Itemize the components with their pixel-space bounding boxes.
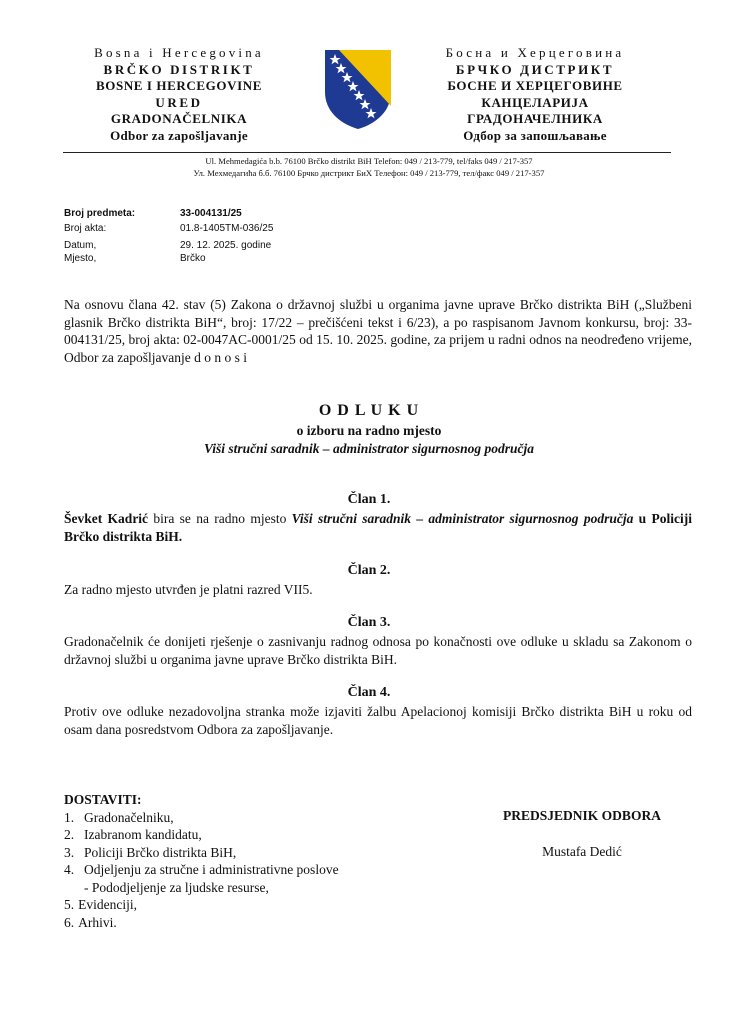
place-value: Brčko xyxy=(180,253,206,264)
header-left-mayor: GRADONAČELNIKA xyxy=(110,111,248,126)
decision-position: Viši stručni saradnik – administrator sigurnosnog područja xyxy=(203,441,535,456)
coat-of-arms-bih-icon xyxy=(323,48,393,130)
header-right-district: БРЧКО ДИСТРИКТ xyxy=(455,61,615,77)
act-value: 01.8-1405TM-036/25 xyxy=(180,223,274,234)
article-1-heading: Član 1. xyxy=(347,492,391,507)
header-right xyxy=(414,45,656,144)
list-item: 5. Evidenciji, xyxy=(64,897,137,912)
act-label: Broj akta: xyxy=(64,223,107,234)
case-value: 33-004131/25 xyxy=(180,208,242,219)
list-item: 2. Izabranom kandidatu, xyxy=(64,827,202,842)
article-1-end: u Policiji Brčko distrikta BiH. xyxy=(64,511,692,544)
article-1-mid: bira se na radno mjesto xyxy=(148,511,292,526)
candidate-name: Ševket Kadrić xyxy=(64,511,149,526)
header-right-committee: Одбор за запошљавање xyxy=(463,127,607,143)
article-1-text xyxy=(64,510,692,545)
article-2-heading: Član 2. xyxy=(347,563,391,578)
header-left-office: URED xyxy=(155,94,203,110)
date-value: 29. 12. 2025. godine xyxy=(180,240,272,251)
article-4-heading: Član 4. xyxy=(347,685,391,700)
header-left-district2: BOSNE I HERCEGOVINE xyxy=(96,78,262,93)
list-item: 3. Policiji Brčko distrikta BiH, xyxy=(64,844,237,860)
header-right-country: Босна и Херцеговина xyxy=(445,45,625,60)
list-item: 1. Gradonačelniku, xyxy=(64,809,174,825)
signature-name: Mustafa Dedić xyxy=(542,844,622,859)
address-latin: Ul. Mehmedagića b.b. 76100 Brčko distrikt BiH Telefon: 049 / 213-779, tel/faks 049 / 217-357 xyxy=(205,156,533,166)
place-label: Mjesto, xyxy=(64,253,97,264)
header-divider xyxy=(63,152,671,153)
date-label: Datum, xyxy=(64,240,97,251)
header-left-committee: Odbor za zapošljavanje xyxy=(110,127,248,143)
delivery-list xyxy=(64,791,339,931)
decision-title: O D L U K U xyxy=(318,402,420,419)
article-3-text: Gradonačelnik će donijeti rješenje o zasnivanju radnog odnosa po konačnosti ove odluke u skladu sa Zakonom o državnoj službi u organima javne uprave Brčko distrikta BiH. xyxy=(64,634,692,667)
case-label: Broj predmeta: xyxy=(64,208,136,219)
header-left-district: BRČKO DISTRIKT xyxy=(103,61,255,77)
address-cyrillic: Ул. Мехмедагића б.б. 76100 Брчко дистрикт БиХ Телефон: 049 / 213-779, тел/факс 049 / 217-357 xyxy=(193,168,545,178)
intro-paragraph: Na osnovu člana 42. stav (5) Zakona o državnoj službi u organima javne uprave Brčko distrikta BiH („Službeni glasnik Brčko distrikta BiH“, broj: 17/22 – prečišćeni tekst i 6/23), a po raspisanom Javnom konkursu, broj: 33-004131/25, broj akta: 02-0047AC-0001/25 od 15. 10. 2025. godine, za prijem u radni odnos na neodređeno vrijeme, Odbor za zapošljavanje d o n o s i xyxy=(64,297,692,365)
header-left xyxy=(62,45,296,144)
article-1-position: Viši stručni saradnik – administrator sigurnosnog područja xyxy=(291,511,634,526)
article-4-text: Protiv ove odluke nezadovoljna stranka može izjaviti žalbu Apelacionoj komisiji Brčko distrikta BiH u roku od osam dana posredstvom Odbora za zapošljavanje. xyxy=(64,704,692,737)
decision-subtitle: o izboru na radno mjesto xyxy=(296,423,442,438)
list-item: - Pododjeljenje za ljudske resurse, xyxy=(84,879,269,895)
header-right-mayor: ГРАДОНАЧЕЛНИКА xyxy=(467,111,603,126)
list-item: 6. Arhivi. xyxy=(64,914,117,930)
signature-title: PREDSJEDNIK ODBORA xyxy=(503,808,661,823)
header-left-country: Bosna i Hercegovina xyxy=(94,45,264,60)
document-meta xyxy=(64,207,273,265)
header-right-office: КАНЦЕЛАРИЈА xyxy=(481,94,589,110)
header-right-district2: БОСНЕ И ХЕРЦЕГОВИНЕ xyxy=(447,78,623,93)
delivery-heading: DOSTAVITI: xyxy=(64,792,142,807)
article-2-text: Za radno mjesto utvrđen je platni razred VII5. xyxy=(64,582,313,597)
article-3-heading: Član 3. xyxy=(347,615,391,630)
list-item: 4. Odjeljenju za stručne i administrativne poslove xyxy=(64,862,339,877)
